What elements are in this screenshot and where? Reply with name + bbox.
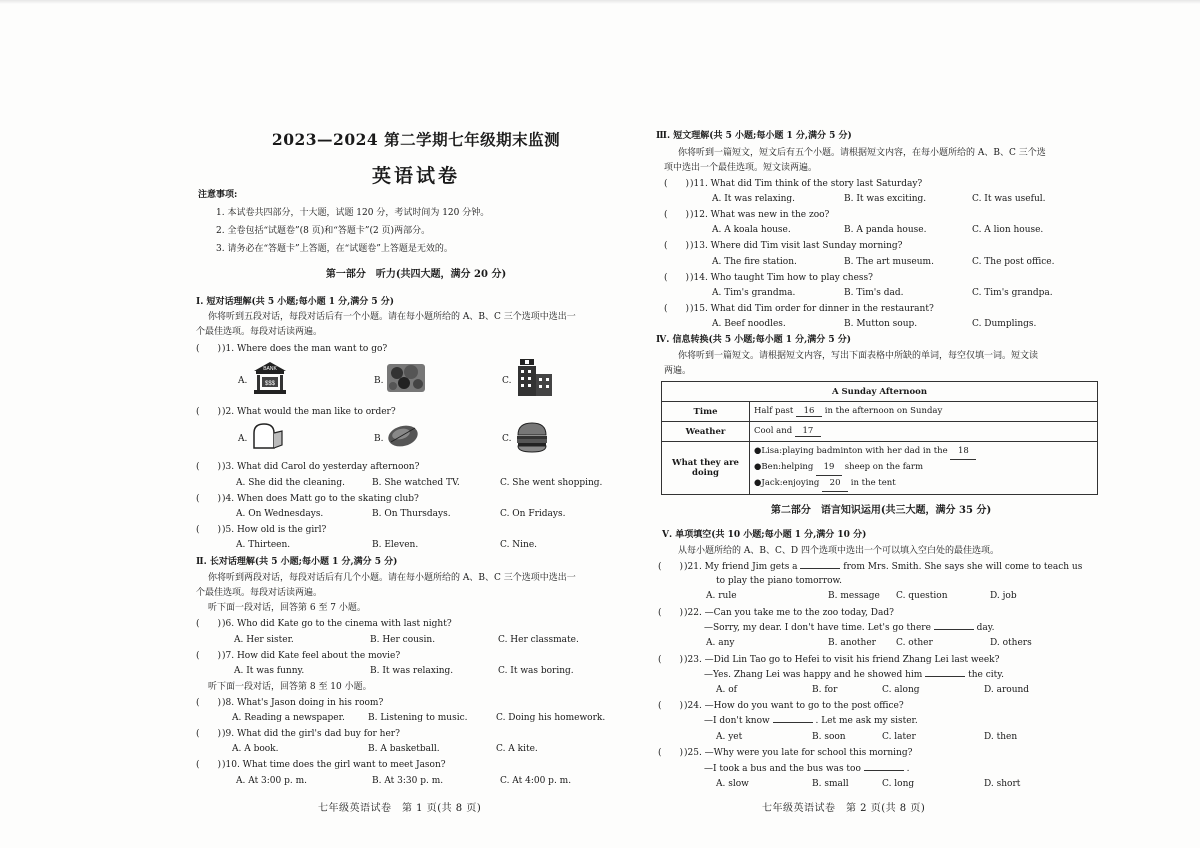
doing-label: What they are doing — [662, 442, 750, 495]
q21-option-c[interactable]: C. question — [896, 591, 948, 601]
q25-part2: . — [906, 764, 910, 774]
time-cell — [750, 402, 1098, 422]
q23-line2 — [704, 669, 1004, 681]
q24-paren[interactable]: ( ) — [658, 701, 684, 711]
q13-paren[interactable]: ( ) — [664, 241, 690, 251]
q1-label-a: A. — [238, 376, 248, 386]
sec3-instruction-2: 项中选出一个最佳选项。短文读两遍。 — [664, 163, 818, 173]
q21-option-a[interactable]: A. rule — [706, 591, 737, 601]
q25-line2 — [704, 763, 910, 775]
page-footer-right: 七年级英语试卷 第 2 页(共 8 页) — [762, 803, 926, 814]
q14-stem: )14. Who taught Tim how to play chess? — [690, 273, 873, 283]
q23-paren[interactable]: ( ) — [658, 655, 684, 665]
q14-paren[interactable]: ( ) — [664, 273, 690, 283]
q6-stem: )6. Who did Kate go to the cinema with last night? — [222, 619, 452, 629]
q22-option-b[interactable]: B. another — [828, 638, 876, 648]
q25-part1: —I took a bus and the bus was too — [704, 764, 861, 774]
q4-paren[interactable]: ( ) — [196, 494, 222, 504]
q3-option-a[interactable]: A. She did the cleaning. — [236, 478, 345, 488]
q7-stem: )7. How did Kate feel about the movie? — [222, 651, 401, 661]
sec4-heading: Ⅳ. 信息转换(共 5 小题;每小题 1 分,满分 5 分) — [656, 335, 852, 345]
sec1-heading: Ⅰ. 短对话理解(共 5 小题;每小题 1 分,满分 5 分) — [196, 297, 395, 307]
q25-option-d[interactable]: D. short — [984, 779, 1021, 789]
q4-option-a[interactable]: A. On Wednesdays. — [236, 509, 324, 519]
q23-part1: —Yes. Zhang Lei was happy and he showed him — [704, 670, 923, 680]
q9-option-b[interactable]: B. A basketball. — [368, 744, 440, 754]
q24-stem: )24. —How do you want to go to the post office? — [684, 701, 904, 711]
q25-paren[interactable]: ( ) — [658, 748, 684, 758]
sec4-instruction-1: 你将听到一篇短文。请根据短文内容，写出下面表格中所缺的单词，每空仅填一词。短文读 — [678, 351, 1039, 361]
sec2-heading: Ⅱ. 长对话理解(共 5 小题;每小题 1 分,满分 5 分) — [196, 557, 398, 567]
blank-16[interactable]: 16 — [796, 406, 822, 417]
q2-label-b: B. — [374, 434, 384, 444]
jack-text: ●Jack:enjoying — [754, 478, 820, 488]
q2-stem: )2. What would the man like to order? — [222, 407, 396, 417]
q22-option-c[interactable]: C. other — [896, 638, 933, 648]
q5-paren[interactable]: ( ) — [196, 525, 222, 535]
time-prefix: Half past — [754, 406, 794, 416]
q13-option-b[interactable]: B. The art museum. — [844, 257, 934, 267]
q8-option-b[interactable]: B. Listening to music. — [368, 713, 468, 723]
q21-option-d[interactable]: D. job — [990, 591, 1017, 601]
part1-heading: 第一部分 听力(共四大题，满分 20 分) — [325, 269, 507, 280]
q5-stem: )5. How old is the girl? — [222, 525, 327, 535]
bread-icon — [250, 421, 286, 451]
q25-option-c[interactable]: C. long — [882, 779, 915, 789]
blank-17[interactable]: 17 — [795, 426, 821, 437]
blank-19[interactable]: 19 — [816, 460, 842, 476]
weather-cell — [750, 422, 1098, 442]
q11-paren[interactable]: ( ) — [664, 179, 690, 189]
q22-option-d[interactable]: D. others — [990, 638, 1032, 648]
blank-20[interactable]: 20 — [822, 476, 848, 492]
q23-option-d[interactable]: D. around — [984, 685, 1030, 695]
q4-option-b[interactable]: B. On Thursdays. — [372, 509, 451, 519]
q1-label-c: C. — [502, 376, 512, 386]
q11-option-a[interactable]: A. It was relaxing. — [712, 194, 796, 204]
note-2: 2. 全卷包括“试题卷”(8 页)和“答题卡”(2 页)两部分。 — [216, 226, 431, 236]
info-table — [661, 381, 1098, 495]
part2-heading: 第二部分 语言知识运用(共三大题，满分 35 分) — [770, 505, 992, 516]
q22-part2: day. — [976, 623, 995, 633]
q25-option-a[interactable]: A. slow — [716, 779, 749, 789]
q24-part1: —I don't know — [704, 716, 770, 726]
notes-heading: 注意事项: — [198, 190, 238, 200]
sec2-instruction-1: 你将听到两段对话，每段对话后有几个小题。请在每小题所给的 A、B、C 三个选项中选出一 — [208, 573, 576, 583]
q5-option-b[interactable]: B. Eleven. — [372, 540, 419, 550]
q8-option-a[interactable]: A. Reading a newspaper. — [232, 713, 345, 723]
q25-blank[interactable] — [864, 770, 904, 771]
time-label: Time — [662, 402, 750, 422]
q3-option-c[interactable]: C. She went shopping. — [500, 478, 603, 488]
q24-line2 — [704, 715, 918, 727]
q3-stem: )3. What did Carol do yesterday afternoon? — [222, 462, 420, 472]
q11-option-b[interactable]: B. It was exciting. — [844, 194, 927, 204]
note-1: 1. 本试卷共四部分，十大题，试题 120 分，考试时间为 120 分钟。 — [216, 208, 490, 218]
blank-18[interactable]: 18 — [950, 444, 976, 460]
ben-line — [754, 460, 1093, 476]
q12-option-b[interactable]: B. A panda house. — [844, 225, 927, 235]
q25-option-b[interactable]: B. small — [812, 779, 849, 789]
q8-option-c[interactable]: C. Doing his homework. — [496, 713, 606, 723]
q23-option-c[interactable]: C. along — [882, 685, 920, 695]
sec5-instruction: 从每小题所给的 A、B、C、D 四个选项中选出一个可以填入空白处的最佳选项。 — [678, 546, 999, 556]
q5-option-a[interactable]: A. Thirteen. — [236, 540, 291, 550]
q6-paren[interactable]: ( ) — [196, 619, 222, 629]
sec1-instruction-2: 个最佳选项。每段对话读两遍。 — [196, 327, 323, 337]
q6-option-b[interactable]: B. Her cousin. — [370, 635, 436, 645]
q5-option-c[interactable]: C. Nine. — [500, 540, 538, 550]
bank-icon — [252, 360, 288, 396]
jack-suffix: in the tent — [850, 478, 896, 488]
q6-option-a[interactable]: A. Her sister. — [234, 635, 294, 645]
q12-option-c[interactable]: C. A lion house. — [972, 225, 1044, 235]
q10-option-b[interactable]: B. At 3:30 p. m. — [372, 776, 444, 786]
q13-option-a[interactable]: A. The fire station. — [712, 257, 797, 267]
doing-cell — [750, 442, 1098, 495]
q21-continued: to play the piano tomorrow. — [716, 576, 843, 586]
lisa-line — [754, 444, 1093, 460]
svg-text:$$$: $$$ — [264, 381, 276, 387]
q21-stem — [684, 561, 1082, 573]
q3-paren[interactable]: ( ) — [196, 462, 222, 472]
q25-stem: )25. —Why were you late for school this morning? — [684, 748, 913, 758]
q7-paren[interactable]: ( ) — [196, 651, 222, 661]
exam-subtitle: 英语试卷 — [371, 165, 460, 187]
sec2-subinstruction-2: 听下面一段对话，回答第 8 至 10 小题。 — [208, 682, 372, 692]
q1-paren[interactable]: ( ) — [196, 344, 222, 354]
q15-stem: )15. What did Tim order for dinner in the restaurant? — [690, 304, 934, 314]
q8-paren[interactable]: ( ) — [196, 698, 222, 708]
q2-paren[interactable]: ( ) — [196, 407, 222, 417]
q24-part2: . Let me ask my sister. — [815, 716, 918, 726]
q21-paren[interactable]: ( ) — [658, 562, 684, 572]
q6-option-c[interactable]: C. Her classmate. — [498, 635, 579, 645]
q21-part2: from Mrs. Smith. She says she will come to teach us — [843, 562, 1083, 572]
ben-suffix: sheep on the farm — [844, 462, 924, 472]
page-left — [192, 0, 640, 848]
q2-label-c: C. — [502, 434, 512, 444]
weather-prefix: Cool and — [754, 426, 793, 436]
q14-option-a[interactable]: A. Tim's grandma. — [712, 288, 796, 298]
q23-blank[interactable] — [925, 676, 965, 677]
note-3: 3. 请务必在“答题卡”上答题，在“试题卷”上答题是无效的。 — [216, 244, 453, 254]
sec2-subinstruction-1: 听下面一段对话，回答第 6 至 7 小题。 — [208, 603, 366, 613]
weather-label: Weather — [662, 422, 750, 442]
q13-option-c[interactable]: C. The post office. — [972, 257, 1055, 267]
q10-stem: )10. What time does the girl want to meet Jason? — [222, 760, 446, 770]
q22-option-a[interactable]: A. any — [706, 638, 735, 648]
q15-option-b[interactable]: B. Mutton soup. — [844, 319, 918, 329]
q12-option-a[interactable]: A. A koala house. — [712, 225, 791, 235]
q22-blank[interactable] — [934, 629, 974, 630]
q21-part1: )21. My friend Jim gets a — [684, 562, 798, 572]
q24-option-b[interactable]: B. soon — [812, 732, 846, 742]
q24-blank[interactable] — [773, 722, 813, 723]
q21-blank[interactable] — [800, 568, 840, 569]
q1-stem: )1. Where does the man want to go? — [222, 344, 388, 354]
hospital-icon — [516, 358, 554, 398]
q9-option-a[interactable]: A. A book. — [232, 744, 279, 754]
q1-label-b: B. — [374, 376, 384, 386]
info-table-title: A Sunday Afternoon — [662, 382, 1098, 402]
q22-line2 — [704, 622, 995, 634]
ben-text: ●Ben:helping — [754, 462, 814, 472]
q21-option-b[interactable]: B. message — [828, 591, 880, 601]
q10-option-a[interactable]: A. At 3:00 p. m. — [236, 776, 307, 786]
q3-option-b[interactable]: B. She watched TV. — [372, 478, 460, 488]
q14-option-b[interactable]: B. Tim's dad. — [844, 288, 904, 298]
q15-option-a[interactable]: A. Beef noodles. — [712, 319, 786, 329]
sec3-heading: Ⅲ. 短文理解(共 5 小题;每小题 1 分,满分 5 分) — [656, 131, 852, 141]
q11-option-c[interactable]: C. It was useful. — [972, 194, 1046, 204]
sec2-instruction-2: 个最佳选项。每段对话读两遍。 — [196, 588, 323, 598]
q10-paren[interactable]: ( ) — [196, 760, 222, 770]
jack-line — [754, 476, 1093, 492]
q8-stem: )8. What's Jason doing in his room? — [222, 698, 384, 708]
q2-label-a: A. — [238, 434, 248, 444]
q23-option-a[interactable]: A. of — [716, 685, 737, 695]
q13-stem: )13. Where did Tim visit last Sunday morning? — [690, 241, 903, 251]
hamburger-icon — [514, 420, 550, 454]
page-right — [656, 0, 1106, 848]
q22-part1: —Sorry, my dear. I don't have time. Let's go there — [704, 623, 931, 633]
q22-paren[interactable]: ( ) — [658, 608, 684, 618]
q23-option-b[interactable]: B. for — [812, 685, 838, 695]
sec4-instruction-2: 两遍。 — [664, 366, 692, 376]
q11-stem: )11. What did Tim think of the story last Saturday? — [690, 179, 923, 189]
sec3-instruction-1: 你将听到一篇短文，短文后有五个小题。请根据短文内容，在每小题所给的 A、B、C 三个选 — [678, 148, 1046, 158]
q14-option-c[interactable]: C. Tim's grandpa. — [972, 288, 1053, 298]
sec1-instruction-1: 你将听到五段对话，每段对话后有一个小题。请在每小题所给的 A、B、C 三个选项中选出一 — [208, 312, 576, 322]
time-suffix: in the afternoon on Sunday — [824, 406, 943, 416]
q10-option-c[interactable]: C. At 4:00 p. m. — [500, 776, 572, 786]
q7-option-a[interactable]: A. It was funny. — [234, 666, 305, 676]
q12-stem: )12. What was new in the zoo? — [690, 210, 830, 220]
q15-paren[interactable]: ( ) — [664, 304, 690, 314]
q7-option-b[interactable]: B. It was relaxing. — [370, 666, 454, 676]
q7-option-c[interactable]: C. It was boring. — [498, 666, 574, 676]
q24-option-c[interactable]: C. later — [882, 732, 916, 742]
q22-stem: )22. —Can you take me to the zoo today, Dad? — [684, 608, 894, 618]
q9-paren[interactable]: ( ) — [196, 729, 222, 739]
page-footer-left: 七年级英语试卷 第 1 页(共 8 页) — [318, 803, 482, 814]
lisa-text: ●Lisa:playing badminton with her dad in the — [754, 446, 948, 456]
exam-title: 2023—2024 第二学期七年级期末监测 — [271, 130, 561, 149]
steak-icon — [385, 420, 421, 450]
sec5-heading: Ⅴ. 单项填空(共 10 小题;每小题 1 分,满分 10 分) — [662, 530, 867, 540]
q9-stem: )9. What did the girl's dad buy for her? — [222, 729, 400, 739]
q9-option-c[interactable]: C. A kite. — [496, 744, 538, 754]
q24-option-d[interactable]: D. then — [984, 732, 1018, 742]
q15-option-c[interactable]: C. Dumplings. — [972, 319, 1037, 329]
q4-stem: )4. When does Matt go to the skating club? — [222, 494, 419, 504]
q24-option-a[interactable]: A. yet — [716, 732, 743, 742]
bank-sign-text: BANK — [263, 366, 277, 372]
q23-stem: )23. —Did Lin Tao go to Hefei to visit his friend Zhang Lei last week? — [684, 655, 1000, 665]
q23-part2: the city. — [968, 670, 1004, 680]
flower-shop-icon — [385, 360, 427, 394]
q12-paren[interactable]: ( ) — [664, 210, 690, 220]
q4-option-c[interactable]: C. On Fridays. — [500, 509, 566, 519]
